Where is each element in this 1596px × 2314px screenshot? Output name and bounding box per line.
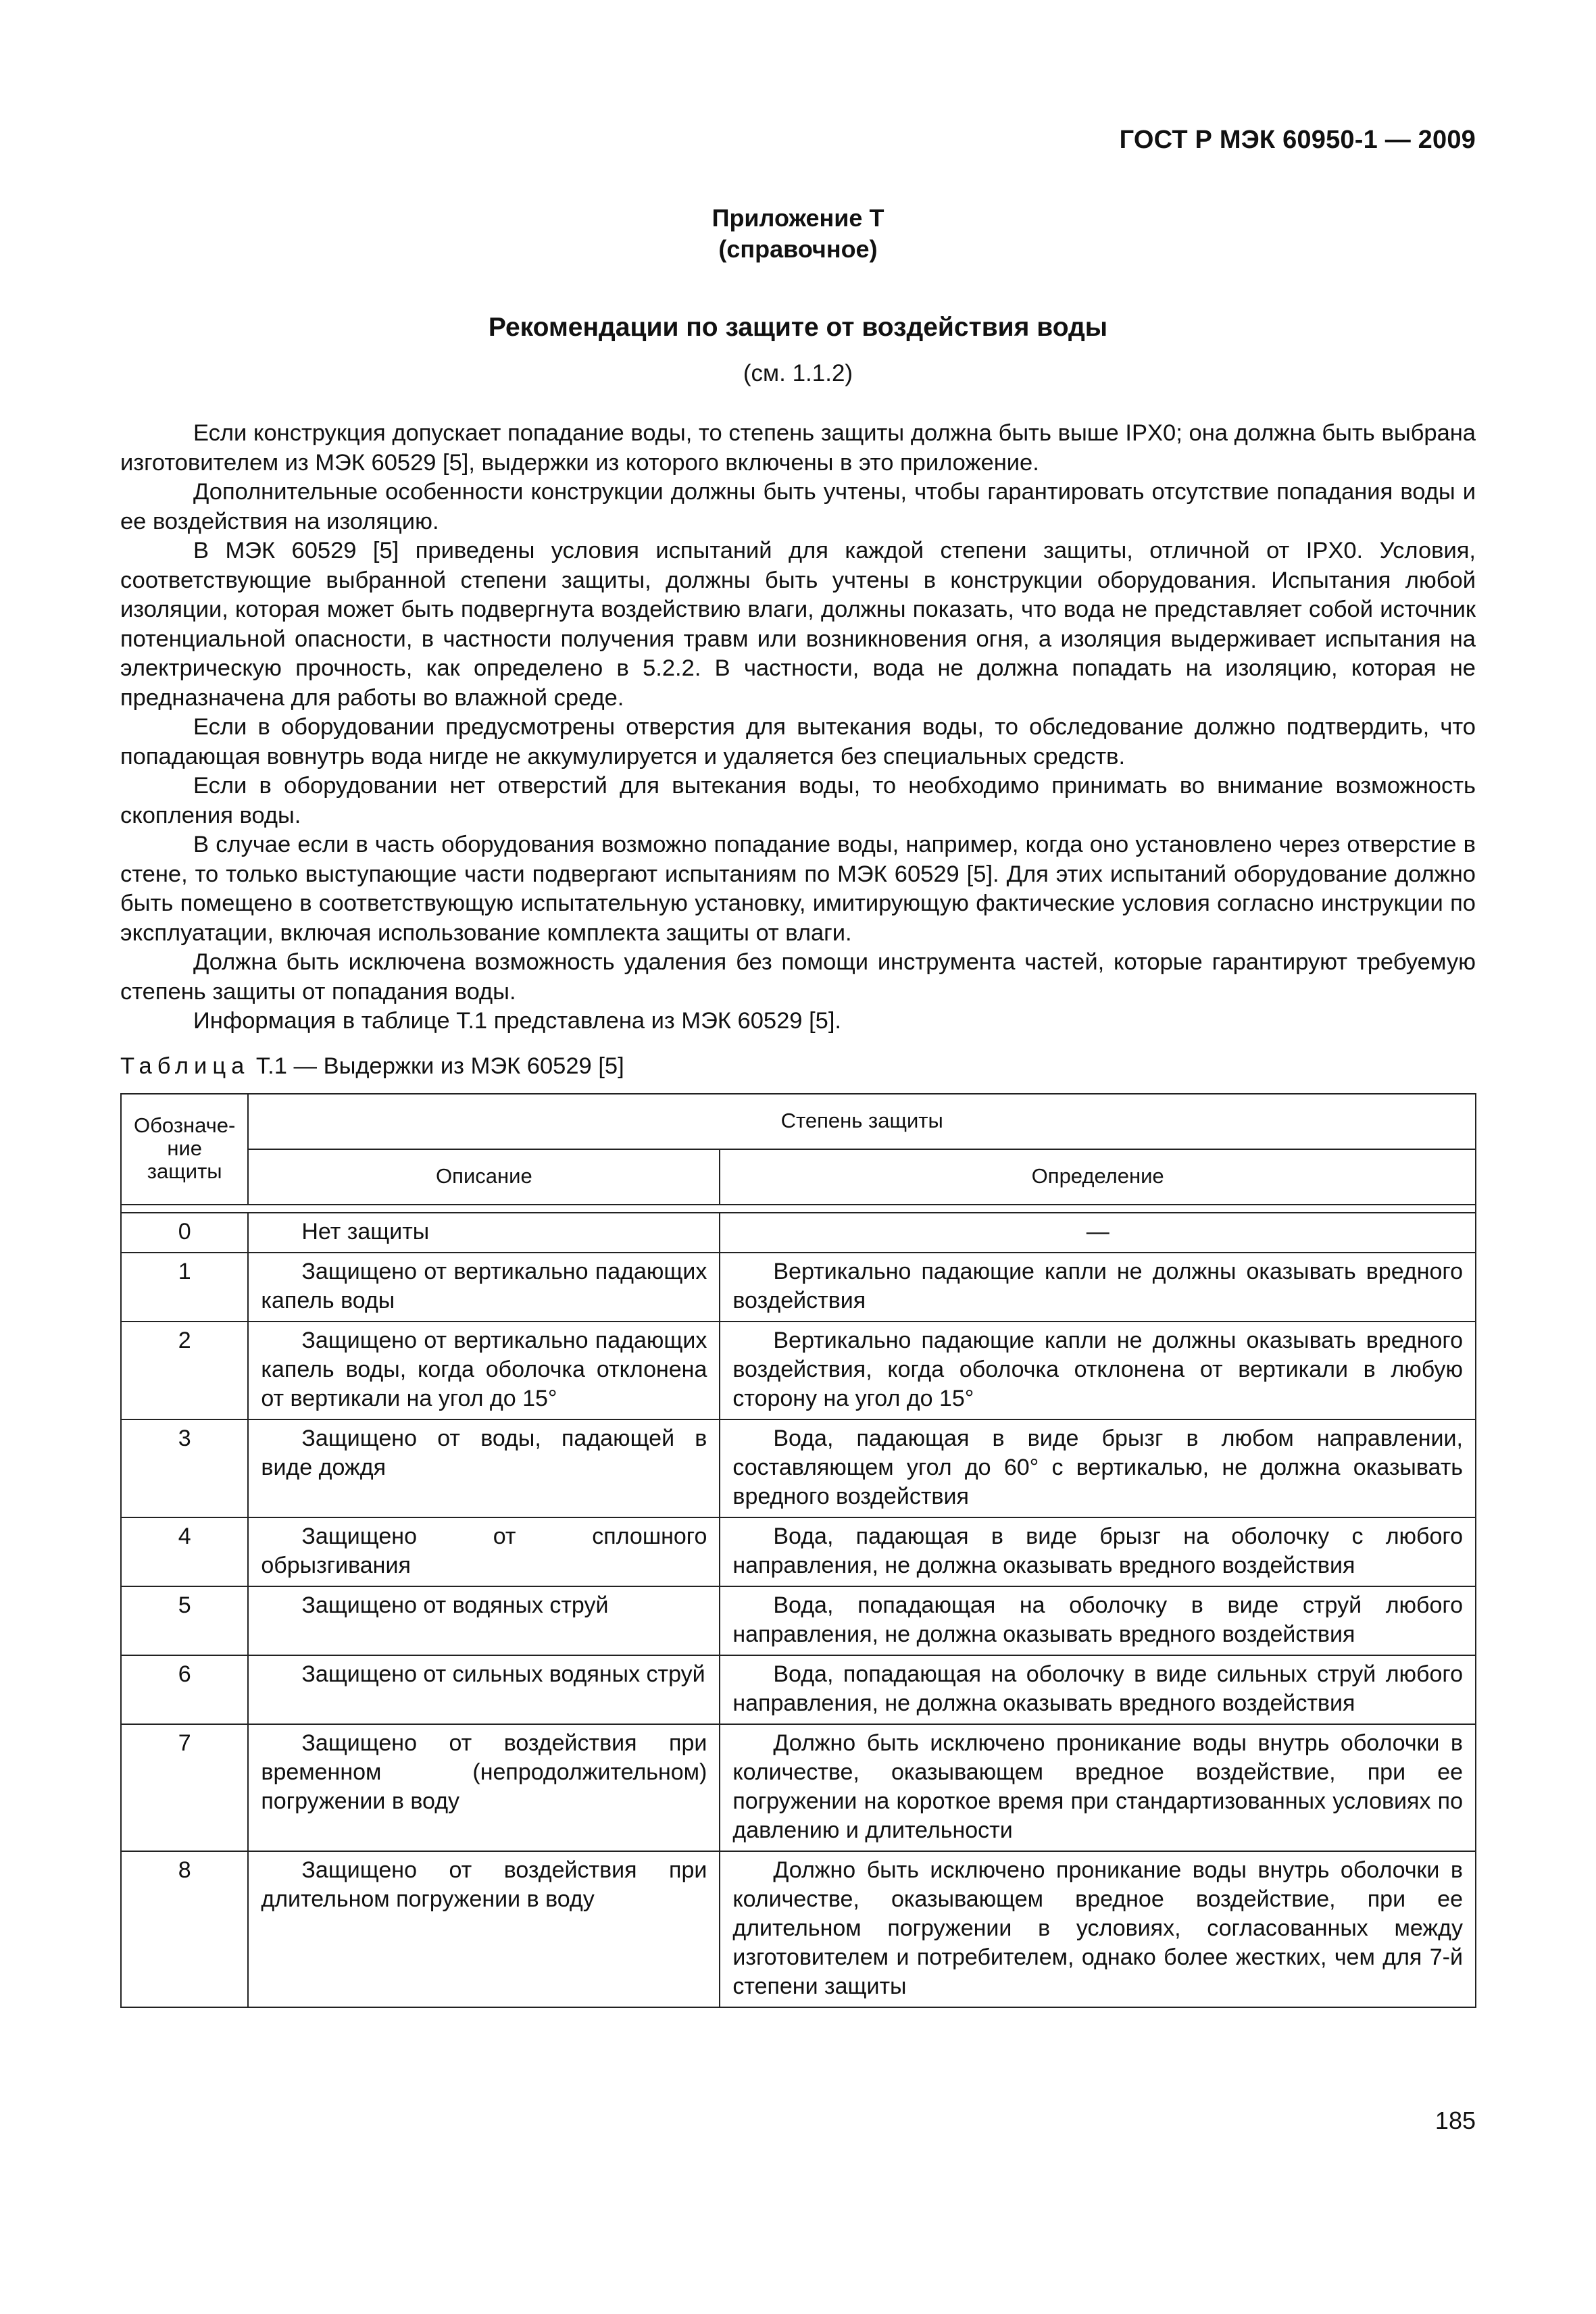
cell-description: [248, 1851, 720, 2007]
cell-description-text: Защищено от вертикально падающих капель воды: [261, 1259, 707, 1313]
cell-definition-text: Вода, попадающая на оболочку в виде струй любого направления, не должна оказывать вредного воздействия: [732, 1592, 1463, 1647]
paragraph: Если в оборудовании предусмотрены отверстия для вытекания воды, то обследование должно подтвердить, что попадающая вовнутрь вода нигде не аккумулируется и удаляется без специальных средств.: [120, 714, 1476, 770]
cell-definition: —: [720, 1213, 1476, 1253]
body-text: [120, 419, 1476, 1036]
cell-definition-text: Должно быть исключено проникание воды внутрь оболочки в количестве, оказывающем вредное воздействие, при ее погружении на короткое время при стандартизованных условиях по давлению и длительности: [732, 1730, 1463, 1843]
cell-code: 1: [121, 1253, 248, 1322]
header-separator: [121, 1205, 1476, 1213]
table-row: [121, 1253, 1476, 1322]
table-row: [121, 1851, 1476, 2007]
cell-description-text: Нет защиты: [301, 1219, 430, 1244]
table-row: [121, 1517, 1476, 1586]
cell-description-text: Защищено от воздействия при временном (непродолжительном) погружении в воду: [261, 1730, 707, 1814]
cell-definition-text: Вода, падающая в виде брызг на оболочку с любого направления, не должна оказывать вредного воздействия: [732, 1524, 1463, 1578]
protection-table: [120, 1093, 1476, 2008]
cell-definition-text: Вертикально падающие капли не должны оказывать вредного воздействия, когда оболочка отклонена от вертикали в любую сторону на угол до 15°: [732, 1328, 1463, 1411]
document-title: Рекомендации по защите от воздействия воды: [488, 313, 1108, 342]
table-row: [121, 1586, 1476, 1655]
cell-description: [248, 1517, 720, 1586]
table-row: [121, 1655, 1476, 1724]
annex-type: (справочное): [718, 235, 878, 263]
cell-code: 4: [121, 1517, 248, 1586]
cell-description: [248, 1213, 720, 1253]
cell-definition: [720, 1724, 1476, 1851]
cell-code: 0: [121, 1213, 248, 1253]
header-code: Обозначе-ние защиты: [121, 1094, 248, 1205]
cell-definition: [720, 1419, 1476, 1517]
cell-code: 5: [121, 1586, 248, 1655]
paragraph: Если конструкция допускает попадание воды, то степень защиты должна быть выше IPX0; она должна быть выбрана изготовителем из МЭК 60529 [5], выдержки из которого включены в это приложение.: [120, 420, 1476, 476]
header-description: Описание: [248, 1149, 720, 1205]
cell-code: 8: [121, 1851, 248, 2007]
paragraph: Если в оборудовании нет отверстий для вытекания воды, то необходимо принимать во внимание возможность скопления воды.: [120, 773, 1476, 828]
cell-definition-text: Должно быть исключено проникание воды внутрь оболочки в количестве, оказывающем вредное воздействие, при ее длительном погружении в условиях, согласованных между изготовителем и потребителем, однако более жестких, чем для 7-й степени защиты: [732, 1857, 1463, 1999]
header-definition: Определение: [720, 1149, 1476, 1205]
cell-description: [248, 1724, 720, 1851]
paragraph: Информация в таблице Т.1 представлена из МЭК 60529 [5].: [193, 1008, 842, 1034]
paragraph: Должна быть исключена возможность удаления без помощи инструмента частей, которые гарантируют требуемую степень защиты от попадания воды.: [120, 949, 1476, 1005]
table-caption-word: Таблица: [120, 1053, 250, 1079]
cell-description-text: Защищено от воды, падающей в виде дождя: [261, 1426, 707, 1480]
table-row: [121, 1322, 1476, 1419]
paragraph: В случае если в часть оборудования возможно попадание воды, например, когда оно установлено через отверстие в стене, то только выступающие части подвергают испытаниям по МЭК 60529 [5]. Для этих испытаний оборудование должно быть помещено в соответствующую испытательную установку, имитирующую фактические условия согласно инструкции по эксплуатации, включая использование комплекта защиты от влаги.: [120, 832, 1476, 946]
table-row: [121, 1213, 1476, 1253]
cell-definition: [720, 1655, 1476, 1724]
cell-description: [248, 1253, 720, 1322]
cell-definition: [720, 1253, 1476, 1322]
cell-definition: [720, 1517, 1476, 1586]
cell-description: [248, 1419, 720, 1517]
paragraph: В МЭК 60529 [5] приведены условия испытаний для каждой степени защиты, отличной от IPX0. Условия, соответствующие выбранной степени защиты, должны быть учтены в конструкции оборудования. Испытания любой изоляции, которая может быть подвергнута воздействию влаги, должны показать, что вода не представляет собой источник потенциальной опасности, в частности получения травм или возникновения огня, а изоляция выдерживает испытания на электрическую прочность, как определено в 5.2.2. В частности, вода не должна попадать на изоляцию, которая не предназначена для работы во влажной среде.: [120, 538, 1476, 711]
table-caption-text: Т.1 — Выдержки из МЭК 60529 [5]: [255, 1053, 624, 1079]
cell-definition: [720, 1322, 1476, 1419]
table-row: [121, 1724, 1476, 1851]
cell-description-text: Защищено от сплошного обрызгивания: [261, 1524, 707, 1578]
table-caption: [120, 1051, 624, 1081]
cell-description: [248, 1586, 720, 1655]
cell-code: 6: [121, 1655, 248, 1724]
cell-description-text: Защищено от воздействия при длительном погружении в воду: [261, 1857, 707, 1912]
cell-code: 7: [121, 1724, 248, 1851]
annex-title: Приложение Т: [712, 204, 884, 232]
cell-description-text: Защищено от вертикально падающих капель воды, когда оболочка отклонена от вертикали на угол до 15°: [261, 1328, 707, 1411]
cell-description: [248, 1322, 720, 1419]
page-number: 185: [1435, 2107, 1476, 2134]
header-group: Степень защиты: [248, 1094, 1476, 1149]
paragraph: Дополнительные особенности конструкции должны быть учтены, чтобы гарантировать отсутствие попадания воды и ее воздействия на изоляцию.: [120, 479, 1476, 534]
cell-code: 2: [121, 1322, 248, 1419]
cell-definition: [720, 1851, 1476, 2007]
cell-definition: [720, 1586, 1476, 1655]
cell-description: [248, 1655, 720, 1724]
cell-definition-text: Вода, падающая в виде брызг в любом направлении, составляющем угол до 60° с вертикалью, не должна оказывать вредного воздействия: [732, 1426, 1463, 1509]
clause-reference: (см. 1.1.2): [743, 360, 853, 386]
annex-heading: [120, 203, 1476, 265]
cell-definition-text: Вода, попадающая на оболочку в виде сильных струй любого направления, не должна оказывать вредного воздействия: [732, 1661, 1463, 1716]
standard-id: ГОСТ Р МЭК 60950-1 — 2009: [1119, 126, 1476, 154]
cell-description-text: Защищено от водяных струй: [301, 1592, 609, 1618]
cell-code: 3: [121, 1419, 248, 1517]
cell-description-text: Защищено от сильных водяных струй: [301, 1661, 705, 1687]
table-row: [121, 1419, 1476, 1517]
cell-definition-text: Вертикально падающие капли не должны оказывать вредного воздействия: [732, 1259, 1463, 1313]
